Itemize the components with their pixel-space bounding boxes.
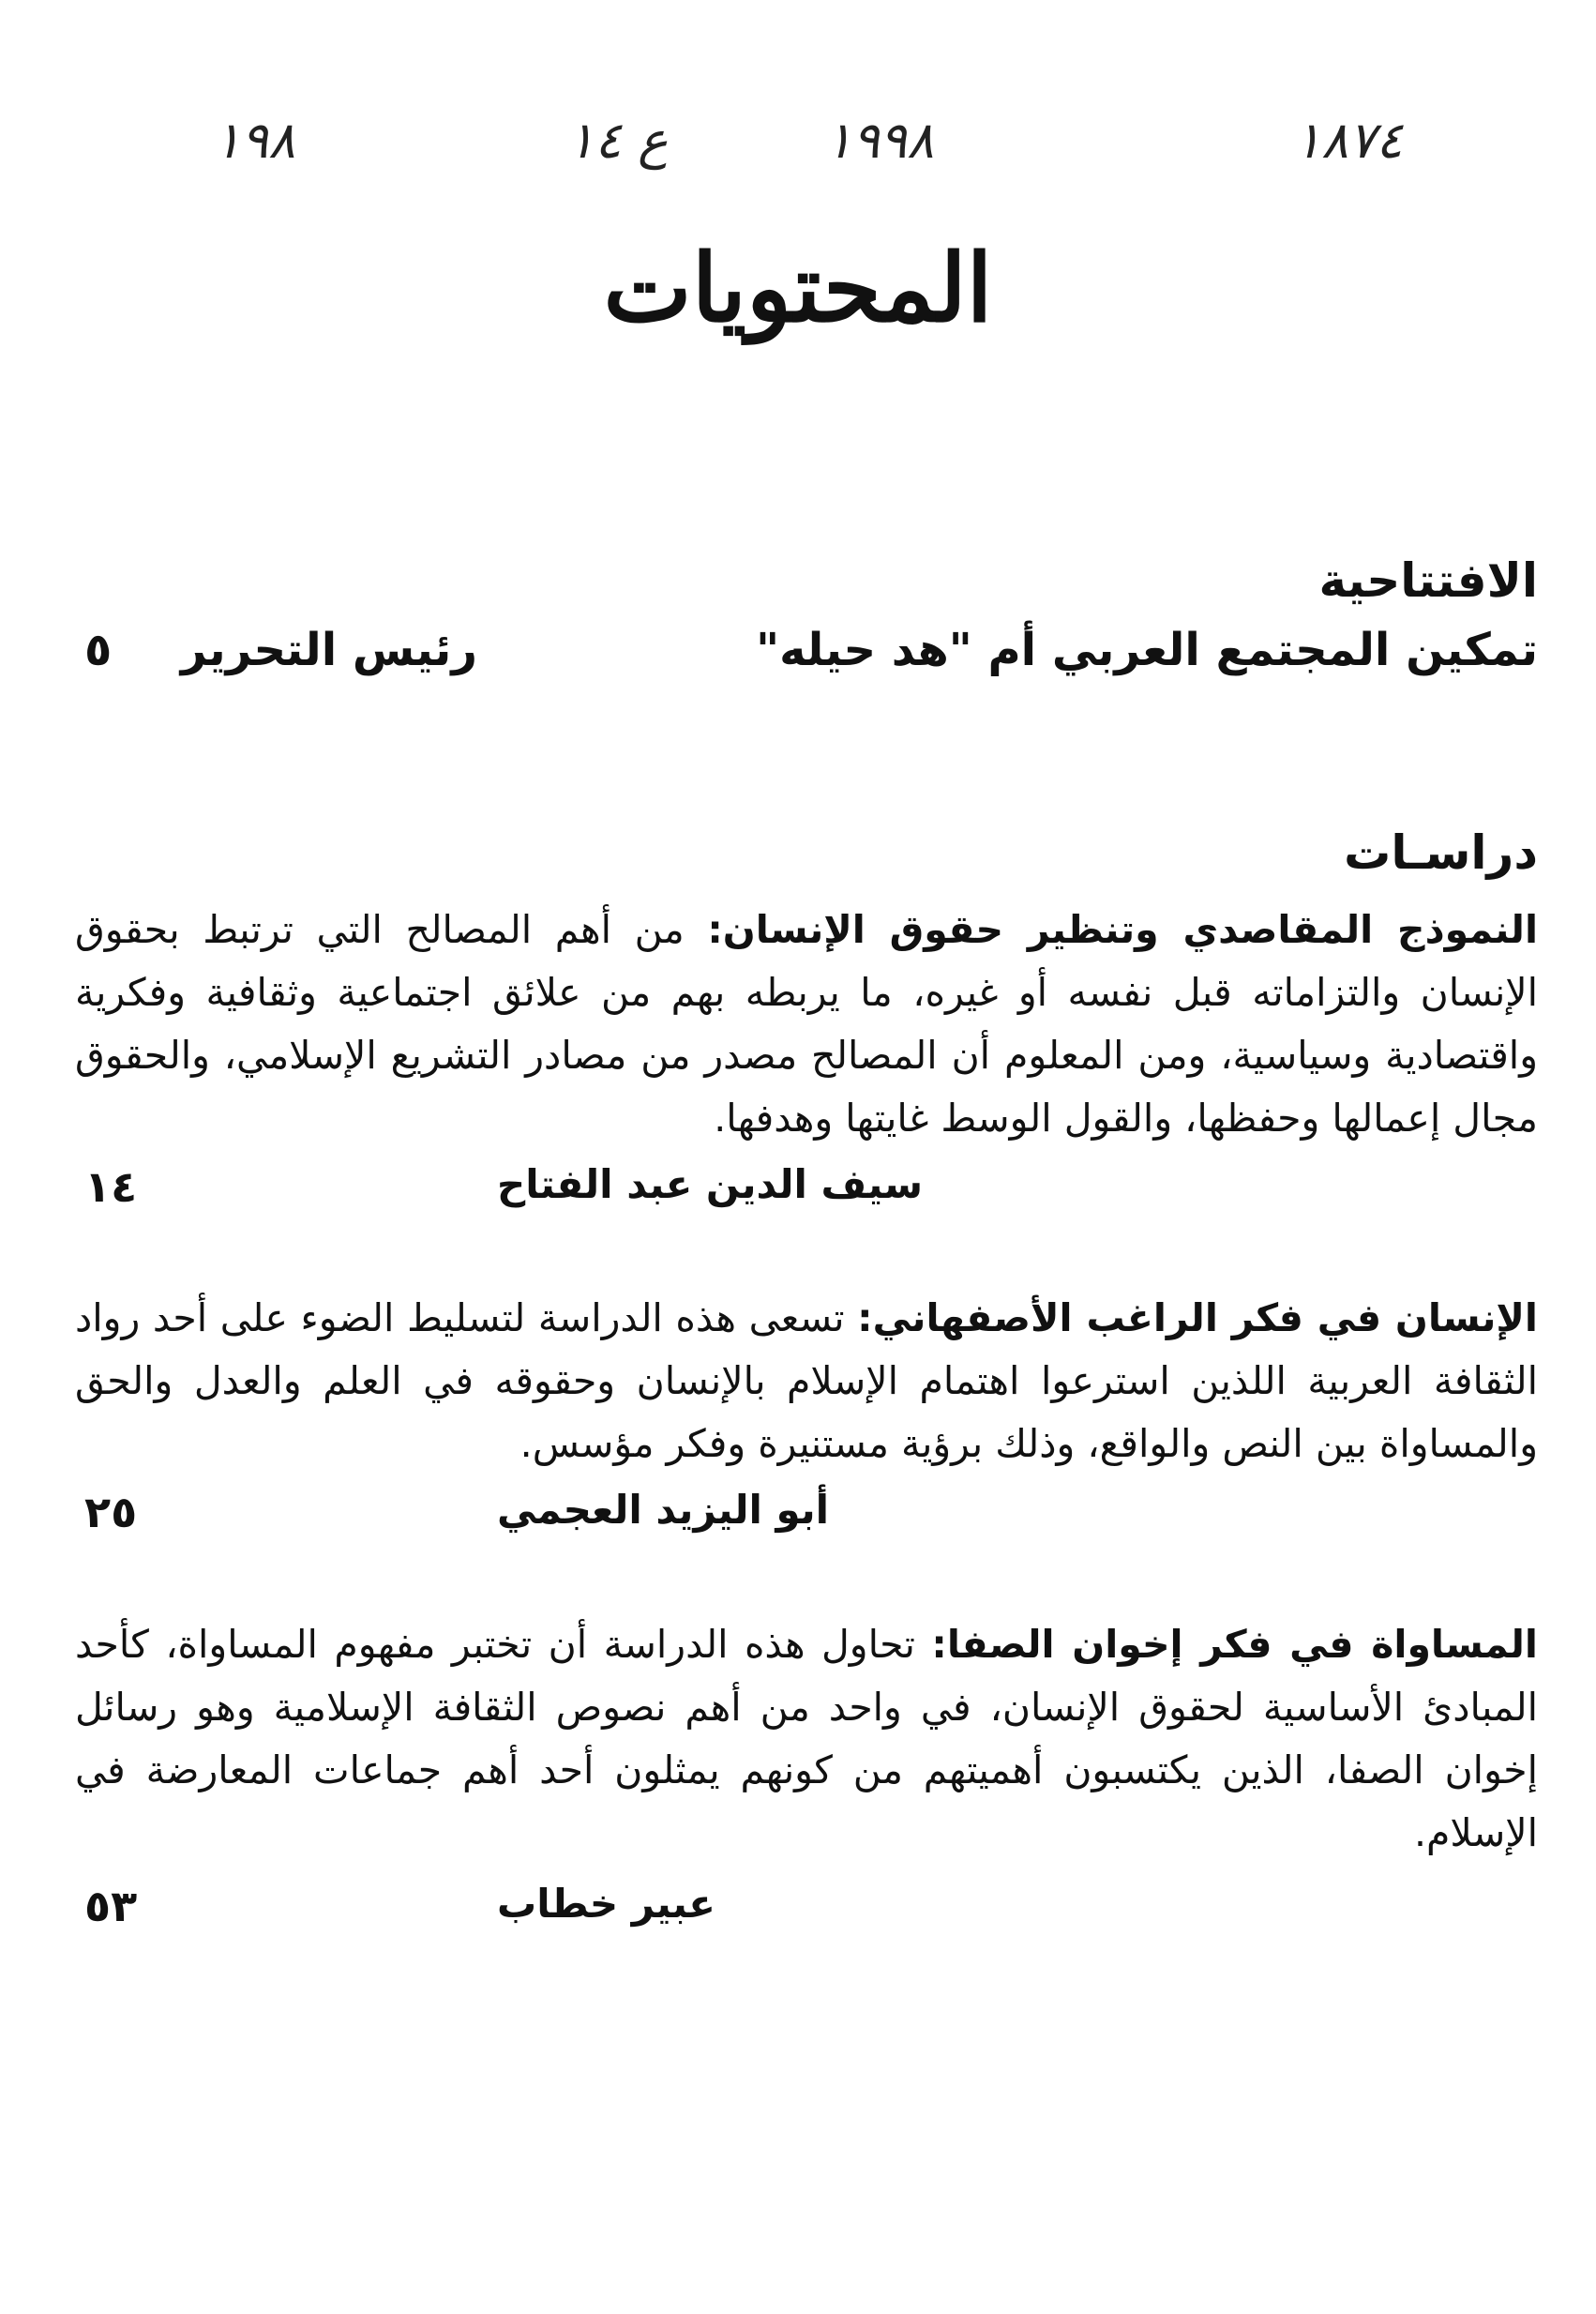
study-entry-3-title: المساواة في فكر إخوان الصفا: [931, 1622, 1538, 1667]
study-entry-2-body: تسعى هذه الدراسة لتسليط الضوء على أحد رواد الثقافة العربية اللذين استرعوا اهتمام الإسلام بالإنسان وحقوقه في العلم والعدل والحق والمساواة بين النص والواقع، وذلك برؤية مستنيرة وفكر مؤسس. [75, 1295, 1538, 1466]
editorial-page: ٥ [84, 624, 113, 676]
study-entry-1-page: ١٤ [84, 1161, 138, 1212]
editorial-author: رئيس التحرير [180, 624, 477, 676]
study-entry-2-title: الإنسان في فكر الراغب الأصفهاني: [857, 1295, 1538, 1340]
editorial-entry[interactable] [84, 624, 1538, 691]
study-entry-3-abstract[interactable] [75, 1613, 1538, 1865]
study-entry-1-author: سيف الدين عبد الفتاح [497, 1161, 924, 1207]
study-entry-1-title: النموذج المقاصدي وتنظير حقوق الإنسان: [707, 907, 1539, 952]
study-entry-3-meta [84, 1881, 1538, 1941]
study-entry-1-body: من أهم المصالح التي ترتبط بحقوق الإنسان والتزاماته قبل نفسه أو غيره، ما يربطه بهم من علائق اجتماعية وثقافية وفكرية واقتصادية وسياسية، ومن المعلوم أن المصالح مصدر من مصادر التشريع الإسلامي، والحقوق مجال إعمالها وحفظها، والقول الوسط غايتها وهدفها. [75, 907, 1538, 1141]
study-entry-3-body: تحاول هذه الدراسة أن تختبر مفهوم المساواة، كأحد المبادئ الأساسية لحقوق الإنسان، في واحد من أهم نصوص الثقافة الإسلامية وهو رسائل إخوان الصفا، الذين يكتسبون أهميتهم من كونهم يمثلون أحد أهم جماعات المعارضة في الإسلام. [75, 1622, 1538, 1855]
study-entry-1-meta [84, 1161, 1538, 1221]
study-entry-2-author: أبو اليزيد العجمي [497, 1487, 830, 1533]
study-entry-2-page: ٢٥ [84, 1487, 138, 1537]
studies-heading: دراسـات [1344, 825, 1538, 880]
handwritten-code: ١٩٨ [214, 111, 296, 170]
editorial-article-title: تمكين المجتمع العربي أم "هد حيله" [756, 624, 1538, 676]
study-entry-1-abstract[interactable] [75, 899, 1538, 1150]
handwritten-issue: ع ١٤ [567, 111, 669, 170]
editorial-author-page [84, 624, 477, 676]
handwritten-serial: ١٨٧٤ [1294, 111, 1404, 170]
study-entry-2-meta [84, 1487, 1538, 1547]
study-entry-3-page: ٥٣ [84, 1881, 138, 1931]
handwritten-year: ١٩٩٨ [825, 111, 935, 170]
study-entry-3-author: عبير خطاب [497, 1881, 715, 1927]
page-title: المحتويات [603, 233, 993, 343]
study-entry-2-abstract[interactable] [75, 1287, 1538, 1475]
editorial-heading: الافتتاحية [1318, 553, 1538, 608]
